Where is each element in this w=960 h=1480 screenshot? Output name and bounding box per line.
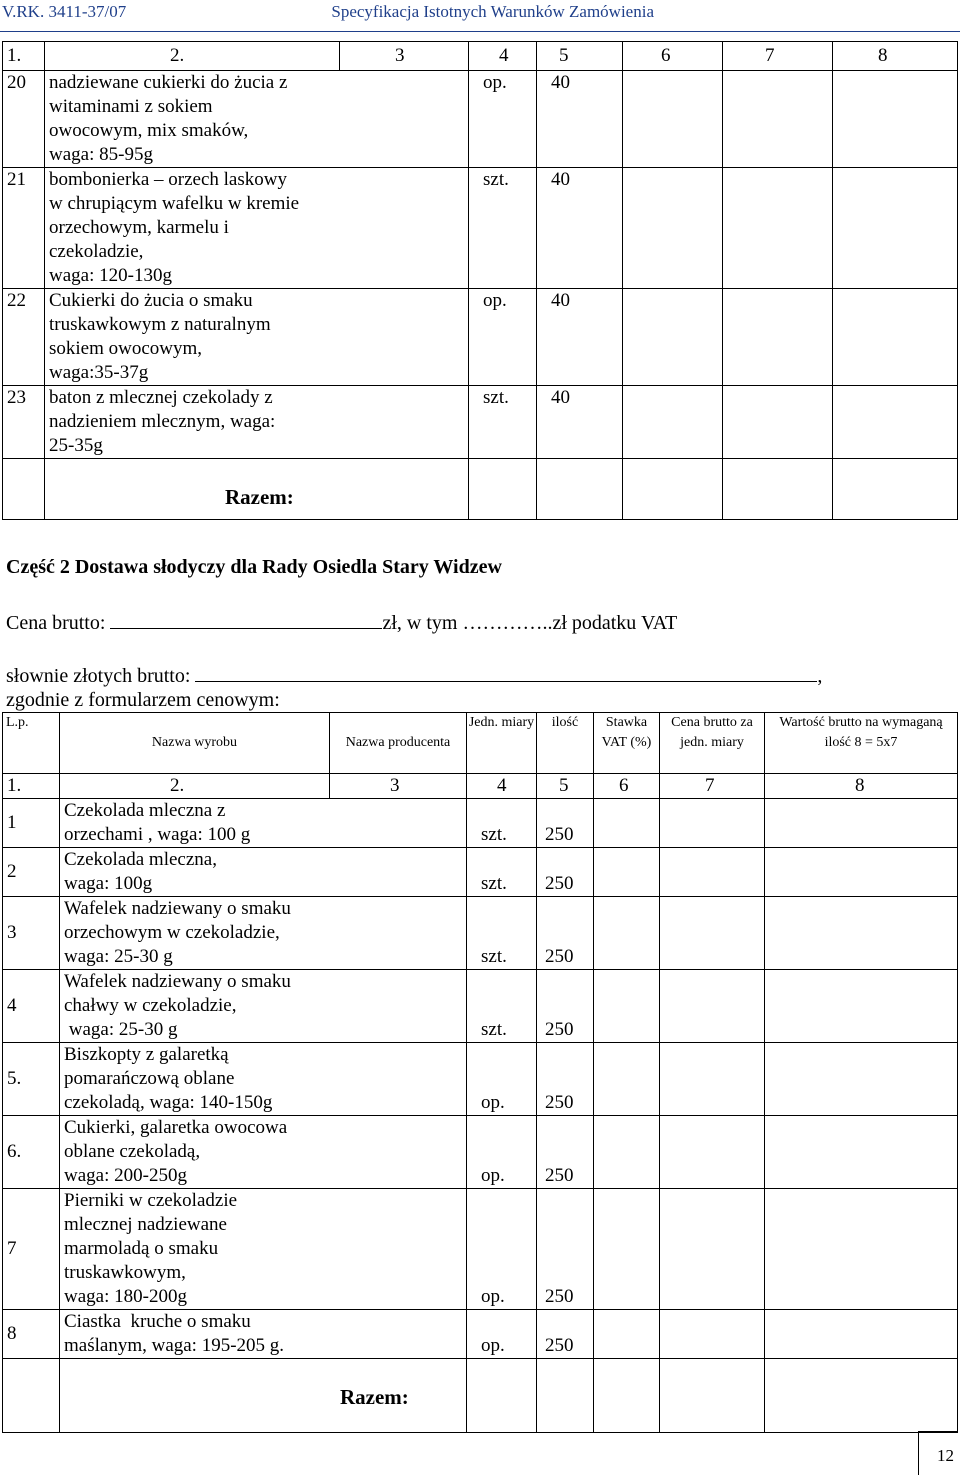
- amount-in-words-line: [6, 663, 822, 688]
- description-line: Czekolada mleczna,: [64, 849, 217, 870]
- total-cell: [765, 1359, 958, 1433]
- total-cell: [594, 1359, 660, 1433]
- row-lp: 21: [3, 168, 45, 289]
- row-producer: [330, 1189, 467, 1310]
- row-quantity: 250: [537, 897, 594, 970]
- row-producer: [340, 386, 469, 459]
- row-producer: [330, 970, 467, 1043]
- table-row: [3, 1116, 958, 1189]
- row-description: [60, 1116, 330, 1189]
- row-quantity: 250: [537, 1043, 594, 1116]
- row-lp: 4: [3, 970, 60, 1043]
- row-description: [60, 848, 330, 897]
- description-line: czekoladą, waga: 140-150g: [64, 1092, 273, 1113]
- description-line: truskawkowym,: [64, 1262, 186, 1283]
- description-line: waga: 25-30 g: [64, 1019, 178, 1040]
- description-line: waga: 120-130g: [49, 265, 172, 286]
- row-unit-price: [660, 1189, 765, 1310]
- row-producer: [330, 897, 467, 970]
- row-vat: [594, 1310, 660, 1359]
- row-producer: [330, 1116, 467, 1189]
- amount-in-words-blank[interactable]: [195, 663, 817, 682]
- table-row: [3, 1189, 958, 1310]
- description-line: witaminami z sokiem: [49, 96, 213, 117]
- header-rule: [0, 31, 960, 32]
- row-quantity: 250: [537, 799, 594, 848]
- table-row: [3, 848, 958, 897]
- part1-total-row: [3, 459, 958, 520]
- row-quantity: 250: [537, 1116, 594, 1189]
- description-line: baton z mlecznej czekolady z: [49, 387, 273, 408]
- row-description: [45, 71, 340, 168]
- col-num: 6: [623, 42, 723, 71]
- gross-price-label: Cena brutto:: [6, 612, 106, 634]
- row-total: [833, 289, 958, 386]
- description-line: Biszkopty z galaretką: [64, 1044, 229, 1065]
- part1-total-label: Razem:: [45, 459, 469, 520]
- description-line: orzechowym w czekoladzie,: [64, 922, 280, 943]
- row-quantity: 40: [537, 168, 623, 289]
- description-line: orzechowym, karmelu i: [49, 217, 229, 238]
- row-total: [765, 799, 958, 848]
- row-description: [60, 1189, 330, 1310]
- table-row: [3, 799, 958, 848]
- row-quantity: 250: [537, 848, 594, 897]
- row-description: [60, 799, 330, 848]
- document-reference: V.RK. 3411-37/07: [2, 2, 127, 21]
- part2-items-table: [2, 712, 958, 1433]
- description-line: waga: 85-95g: [49, 144, 153, 165]
- row-total: [765, 1310, 958, 1359]
- description-line: nadziewane cukierki do żucia z: [49, 72, 288, 93]
- row-total: [833, 386, 958, 459]
- part2-total-label: Razem:: [60, 1359, 467, 1433]
- total-cell: [469, 459, 537, 520]
- row-unit: op.: [467, 1189, 537, 1310]
- description-line: orzechami , waga: 100 g: [64, 824, 251, 845]
- row-lp: 5.: [3, 1043, 60, 1116]
- description-line: chałwy w czekoladzie,: [64, 995, 237, 1016]
- header-producer: Nazwa producenta: [330, 713, 467, 774]
- table-header-row: [3, 713, 958, 774]
- row-total: [765, 1116, 958, 1189]
- row-description: [45, 168, 340, 289]
- description-line: waga:35-37g: [49, 362, 149, 383]
- table-row: [3, 289, 958, 386]
- row-total: [833, 71, 958, 168]
- part2-title: Część 2 Dostawa słodyczy dla Rady Osiedla Stary Widzew: [6, 556, 502, 578]
- description-line: bombonierka – orzech laskowy: [49, 169, 287, 190]
- total-cell: [537, 1359, 594, 1433]
- row-vat: [594, 1043, 660, 1116]
- description-line: Pierniki w czekoladzie: [64, 1190, 238, 1211]
- column-number-row: [3, 42, 958, 71]
- row-unit: szt.: [469, 386, 537, 459]
- total-cell: [723, 459, 833, 520]
- col-num: 6: [594, 774, 660, 799]
- header-total-value: Wartość brutto na wymaganą ilość 8 = 5x7: [765, 713, 958, 774]
- description-line: nadzieniem mlecznym, waga:: [49, 411, 276, 432]
- row-vat: [594, 1189, 660, 1310]
- row-vat: [594, 970, 660, 1043]
- row-vat: [623, 386, 723, 459]
- row-description: [60, 1310, 330, 1359]
- page-number: 12: [918, 1431, 958, 1475]
- row-quantity: 250: [537, 1310, 594, 1359]
- row-quantity: 40: [537, 71, 623, 168]
- row-unit: szt.: [467, 897, 537, 970]
- total-lp-cell: [3, 459, 45, 520]
- col-num: 5: [537, 774, 594, 799]
- description-line: truskawkowym z naturalnym: [49, 314, 271, 335]
- col-num: 3: [340, 42, 469, 71]
- total-cell: [623, 459, 723, 520]
- row-quantity: 40: [537, 289, 623, 386]
- total-lp-cell: [3, 1359, 60, 1433]
- gross-price-blank[interactable]: [110, 610, 382, 629]
- description-line: czekoladzie,: [49, 241, 144, 262]
- description-line: Cukierki, galaretka owocowa: [64, 1117, 288, 1138]
- description-line: waga: 25-30 g: [64, 946, 173, 967]
- page-header: [0, 0, 960, 30]
- header-quantity: ilość: [537, 713, 594, 774]
- column-number-row: [3, 774, 958, 799]
- row-unit-price: [723, 71, 833, 168]
- row-description: [45, 289, 340, 386]
- vat-amount-dots: …………..: [462, 612, 553, 634]
- row-lp: 6.: [3, 1116, 60, 1189]
- row-description: [45, 386, 340, 459]
- table-row: [3, 1043, 958, 1116]
- document-title: Specyfikacja Istotnych Warunków Zamówienia: [331, 2, 654, 21]
- row-description: [60, 1043, 330, 1116]
- row-unit-price: [723, 168, 833, 289]
- row-total: [765, 848, 958, 897]
- row-lp: 7: [3, 1189, 60, 1310]
- row-vat: [594, 1116, 660, 1189]
- description-line: pomarańczową oblane: [64, 1068, 235, 1089]
- compliance-note: zgodnie z formularzem cenowym:: [6, 689, 280, 711]
- row-unit-price: [660, 1116, 765, 1189]
- col-num: 7: [660, 774, 765, 799]
- col-num: 3: [330, 774, 467, 799]
- description-line: mlecznej nadziewane: [64, 1214, 227, 1235]
- description-line: 25-35g: [49, 435, 103, 456]
- row-total: [833, 168, 958, 289]
- col-num: 4: [467, 774, 537, 799]
- total-cell: [467, 1359, 537, 1433]
- col-num: 1.: [3, 774, 60, 799]
- col-num: 5: [537, 42, 623, 71]
- row-producer: [330, 1310, 467, 1359]
- total-cell: [833, 459, 958, 520]
- row-lp: 22: [3, 289, 45, 386]
- row-unit: op.: [467, 1116, 537, 1189]
- row-vat: [623, 71, 723, 168]
- row-unit: op.: [469, 289, 537, 386]
- row-quantity: 40: [537, 386, 623, 459]
- row-lp: 8: [3, 1310, 60, 1359]
- total-cell: [660, 1359, 765, 1433]
- description-line: sokiem owocowym,: [49, 338, 203, 359]
- header-unit-price: Cena brutto za jedn. miary: [660, 713, 765, 774]
- part1-items-body: [3, 71, 958, 459]
- row-vat: [623, 289, 723, 386]
- description-line: marmoladą o smaku: [64, 1238, 219, 1259]
- row-unit: op.: [467, 1043, 537, 1116]
- table-row: [3, 970, 958, 1043]
- row-unit-price: [660, 970, 765, 1043]
- description-line: waga: 180-200g: [64, 1286, 187, 1307]
- row-producer: [330, 848, 467, 897]
- row-unit: szt.: [467, 799, 537, 848]
- row-unit-price: [660, 1310, 765, 1359]
- description-line: oblane czekoladą,: [64, 1141, 201, 1162]
- row-quantity: 250: [537, 1189, 594, 1310]
- row-vat: [594, 799, 660, 848]
- table-row: [3, 386, 958, 459]
- total-cell: [537, 459, 623, 520]
- row-producer: [340, 289, 469, 386]
- row-description: [60, 970, 330, 1043]
- description-line: Ciastka kruche o smaku: [64, 1311, 251, 1332]
- row-unit: szt.: [467, 848, 537, 897]
- col-num: 8: [833, 42, 958, 71]
- row-total: [765, 897, 958, 970]
- row-unit-price: [660, 848, 765, 897]
- description-line: Wafelek nadziewany o smaku: [64, 971, 291, 992]
- row-lp: 1: [3, 799, 60, 848]
- description-line: Czekolada mleczna z: [64, 800, 226, 821]
- col-num: 8: [765, 774, 958, 799]
- part2-items-body: [3, 799, 958, 1359]
- gross-price-currency: zł, w tym: [382, 612, 458, 634]
- row-unit: szt.: [469, 168, 537, 289]
- description-line: w chrupiącym wafelku w kremie: [49, 193, 300, 214]
- header-unit: Jedn. miary: [467, 713, 537, 774]
- gross-price-line: [6, 610, 677, 635]
- row-lp: 20: [3, 71, 45, 168]
- col-num: 2.: [45, 42, 340, 71]
- header-product-name: Nazwa wyrobu: [60, 713, 330, 774]
- table-row: [3, 71, 958, 168]
- table-row: [3, 168, 958, 289]
- row-vat: [594, 848, 660, 897]
- description-line: waga: 200-250g: [64, 1165, 187, 1186]
- description-line: owocowym, mix smaków,: [49, 120, 249, 141]
- row-total: [765, 970, 958, 1043]
- vat-label: zł podatku VAT: [552, 612, 678, 634]
- row-unit: op.: [467, 1310, 537, 1359]
- row-unit: szt.: [467, 970, 537, 1043]
- col-num: 7: [723, 42, 833, 71]
- row-producer: [330, 799, 467, 848]
- row-lp: 3: [3, 897, 60, 970]
- part1-items-table: [2, 41, 958, 520]
- row-quantity: 250: [537, 970, 594, 1043]
- row-unit-price: [723, 289, 833, 386]
- row-vat: [594, 897, 660, 970]
- row-producer: [330, 1043, 467, 1116]
- row-producer: [340, 168, 469, 289]
- col-num: 2.: [60, 774, 330, 799]
- description-line: maślanym, waga: 195-205 g.: [64, 1335, 285, 1356]
- description-line: Wafelek nadziewany o smaku: [64, 898, 291, 919]
- col-num: 4: [469, 42, 537, 71]
- table-row: [3, 897, 958, 970]
- row-unit-price: [660, 897, 765, 970]
- part2-total-row: [3, 1359, 958, 1433]
- header-lp: L.p.: [3, 713, 60, 774]
- description-line: Cukierki do żucia o smaku: [49, 290, 253, 311]
- comma: ,: [817, 665, 823, 687]
- row-unit-price: [723, 386, 833, 459]
- amount-in-words-label: słownie złotych brutto:: [6, 665, 191, 687]
- header-vat-rate: Stawka VAT (%): [594, 713, 660, 774]
- row-unit-price: [660, 1043, 765, 1116]
- row-total: [765, 1043, 958, 1116]
- row-lp: 2: [3, 848, 60, 897]
- col-num: 1.: [3, 42, 45, 71]
- table-row: [3, 1310, 958, 1359]
- row-unit-price: [660, 799, 765, 848]
- row-lp: 23: [3, 386, 45, 459]
- description-line: waga: 100g: [64, 873, 153, 894]
- row-vat: [623, 168, 723, 289]
- row-unit: op.: [469, 71, 537, 168]
- row-total: [765, 1189, 958, 1310]
- row-producer: [340, 71, 469, 168]
- row-description: [60, 897, 330, 970]
